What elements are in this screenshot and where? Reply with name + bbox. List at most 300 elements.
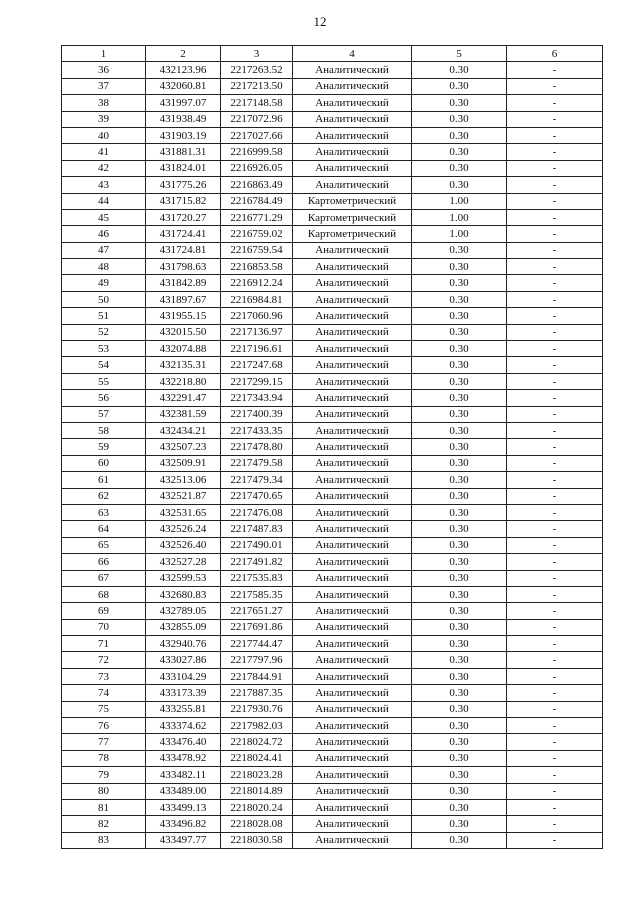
coordinate-x-cell: 433478.92 — [146, 750, 221, 766]
point-number-cell: 45 — [62, 209, 146, 225]
method-cell: Аналитический — [293, 504, 412, 520]
method-cell: Аналитический — [293, 242, 412, 258]
table-row — [62, 701, 603, 717]
accuracy-cell: 0.30 — [412, 832, 507, 848]
page-number: 12 — [313, 14, 327, 29]
description-cell: - — [507, 701, 603, 717]
accuracy-cell: 0.30 — [412, 390, 507, 406]
accuracy-cell: 0.30 — [412, 78, 507, 94]
accuracy-cell: 0.30 — [412, 521, 507, 537]
table-row — [62, 586, 603, 602]
method-cell: Аналитический — [293, 586, 412, 602]
coordinate-x-cell: 432680.83 — [146, 586, 221, 602]
method-cell: Аналитический — [293, 127, 412, 143]
point-number-cell: 49 — [62, 275, 146, 291]
point-number-cell: 62 — [62, 488, 146, 504]
point-number-cell: 57 — [62, 406, 146, 422]
method-cell: Аналитический — [293, 718, 412, 734]
accuracy-cell: 0.30 — [412, 554, 507, 570]
method-cell: Аналитический — [293, 341, 412, 357]
point-number-cell: 46 — [62, 226, 146, 242]
accuracy-cell: 0.30 — [412, 406, 507, 422]
coordinate-x-cell: 433489.00 — [146, 783, 221, 799]
point-number-cell: 44 — [62, 193, 146, 209]
accuracy-cell: 0.30 — [412, 439, 507, 455]
table-row — [62, 816, 603, 832]
coordinates-table — [61, 45, 603, 849]
point-number-cell: 70 — [62, 619, 146, 635]
point-number-cell: 43 — [62, 177, 146, 193]
method-cell: Аналитический — [293, 406, 412, 422]
accuracy-cell: 0.30 — [412, 504, 507, 520]
coordinate-y-cell: 2217299.15 — [221, 373, 293, 389]
accuracy-cell: 0.30 — [412, 619, 507, 635]
accuracy-cell: 0.30 — [412, 111, 507, 127]
coordinate-y-cell: 2217470.65 — [221, 488, 293, 504]
table-row — [62, 652, 603, 668]
coordinate-x-cell: 433027.86 — [146, 652, 221, 668]
point-number-cell: 77 — [62, 734, 146, 750]
point-number-cell: 58 — [62, 422, 146, 438]
coordinate-y-cell: 2217247.68 — [221, 357, 293, 373]
coordinate-y-cell: 2217585.35 — [221, 586, 293, 602]
accuracy-cell: 0.30 — [412, 177, 507, 193]
method-cell: Аналитический — [293, 357, 412, 373]
description-cell: - — [507, 636, 603, 652]
accuracy-cell: 0.30 — [412, 816, 507, 832]
coordinate-y-cell: 2217691.86 — [221, 619, 293, 635]
point-number-cell: 69 — [62, 603, 146, 619]
accuracy-cell: 0.30 — [412, 341, 507, 357]
description-cell: - — [507, 734, 603, 750]
table-row — [62, 439, 603, 455]
point-number-cell: 75 — [62, 701, 146, 717]
coordinate-y-cell: 2216759.02 — [221, 226, 293, 242]
accuracy-cell: 0.30 — [412, 701, 507, 717]
coordinate-x-cell: 433482.11 — [146, 767, 221, 783]
coordinate-x-cell: 431938.49 — [146, 111, 221, 127]
coordinate-y-cell: 2216999.58 — [221, 144, 293, 160]
coordinate-y-cell: 2217476.08 — [221, 504, 293, 520]
description-cell: - — [507, 816, 603, 832]
method-cell: Аналитический — [293, 422, 412, 438]
accuracy-cell: 0.30 — [412, 455, 507, 471]
point-number-cell: 42 — [62, 160, 146, 176]
point-number-cell: 63 — [62, 504, 146, 520]
point-number-cell: 50 — [62, 291, 146, 307]
point-number-cell: 60 — [62, 455, 146, 471]
coordinate-x-cell: 431955.15 — [146, 308, 221, 324]
table-row — [62, 767, 603, 783]
table-row — [62, 455, 603, 471]
point-number-cell: 78 — [62, 750, 146, 766]
method-cell: Аналитический — [293, 373, 412, 389]
point-number-cell: 76 — [62, 718, 146, 734]
description-cell: - — [507, 685, 603, 701]
accuracy-cell: 0.30 — [412, 570, 507, 586]
table-row — [62, 324, 603, 340]
point-number-cell: 54 — [62, 357, 146, 373]
method-cell: Аналитический — [293, 144, 412, 160]
description-cell: - — [507, 209, 603, 225]
coordinate-x-cell: 432060.81 — [146, 78, 221, 94]
coordinate-y-cell: 2216784.49 — [221, 193, 293, 209]
accuracy-cell: 0.30 — [412, 799, 507, 815]
description-cell: - — [507, 668, 603, 684]
accuracy-cell: 0.30 — [412, 783, 507, 799]
coordinate-y-cell: 2217060.96 — [221, 308, 293, 324]
point-number-cell: 59 — [62, 439, 146, 455]
description-cell: - — [507, 193, 603, 209]
coordinate-y-cell: 2217263.52 — [221, 62, 293, 78]
coordinate-x-cell: 432599.53 — [146, 570, 221, 586]
coordinate-y-cell: 2217196.61 — [221, 341, 293, 357]
accuracy-cell: 0.30 — [412, 259, 507, 275]
description-cell: - — [507, 324, 603, 340]
coordinate-y-cell: 2217887.35 — [221, 685, 293, 701]
method-cell: Аналитический — [293, 308, 412, 324]
method-cell: Аналитический — [293, 767, 412, 783]
description-cell: - — [507, 390, 603, 406]
description-cell: - — [507, 750, 603, 766]
table-row — [62, 357, 603, 373]
coordinate-x-cell: 432381.59 — [146, 406, 221, 422]
point-number-cell: 56 — [62, 390, 146, 406]
point-number-cell: 79 — [62, 767, 146, 783]
coordinate-y-cell: 2217136.97 — [221, 324, 293, 340]
description-cell: - — [507, 177, 603, 193]
coordinate-x-cell: 431997.07 — [146, 95, 221, 111]
coordinate-y-cell: 2216759.54 — [221, 242, 293, 258]
coordinate-x-cell: 433104.29 — [146, 668, 221, 684]
method-cell: Аналитический — [293, 472, 412, 488]
accuracy-cell: 0.30 — [412, 767, 507, 783]
method-cell: Аналитический — [293, 832, 412, 848]
coordinate-x-cell: 431775.26 — [146, 177, 221, 193]
description-cell: - — [507, 259, 603, 275]
table-row — [62, 488, 603, 504]
table-row — [62, 308, 603, 324]
accuracy-cell: 0.30 — [412, 324, 507, 340]
coordinate-y-cell: 2218024.41 — [221, 750, 293, 766]
method-cell: Картометрический — [293, 226, 412, 242]
coordinate-y-cell: 2218028.08 — [221, 816, 293, 832]
table-row — [62, 275, 603, 291]
method-cell: Аналитический — [293, 783, 412, 799]
table-row — [62, 685, 603, 701]
point-number-cell: 41 — [62, 144, 146, 160]
accuracy-cell: 0.30 — [412, 636, 507, 652]
point-number-cell: 81 — [62, 799, 146, 815]
point-number-cell: 55 — [62, 373, 146, 389]
description-cell: - — [507, 439, 603, 455]
coordinate-x-cell: 431897.67 — [146, 291, 221, 307]
table-row — [62, 62, 603, 78]
method-cell: Аналитический — [293, 750, 412, 766]
accuracy-cell: 1.00 — [412, 226, 507, 242]
point-number-cell: 82 — [62, 816, 146, 832]
coordinate-y-cell: 2217433.35 — [221, 422, 293, 438]
table-row — [62, 422, 603, 438]
table-row — [62, 472, 603, 488]
method-cell: Аналитический — [293, 636, 412, 652]
description-cell: - — [507, 291, 603, 307]
coordinate-x-cell: 432526.40 — [146, 537, 221, 553]
coordinate-y-cell: 2216771.29 — [221, 209, 293, 225]
description-cell: - — [507, 406, 603, 422]
accuracy-cell: 0.30 — [412, 62, 507, 78]
coordinate-y-cell: 2218014.89 — [221, 783, 293, 799]
description-cell: - — [507, 488, 603, 504]
coordinate-y-cell: 2217479.58 — [221, 455, 293, 471]
description-cell: - — [507, 504, 603, 520]
table-row — [62, 95, 603, 111]
table-row — [62, 209, 603, 225]
point-number-cell: 68 — [62, 586, 146, 602]
coordinate-y-cell: 2217982.03 — [221, 718, 293, 734]
coordinate-x-cell: 432526.24 — [146, 521, 221, 537]
description-cell: - — [507, 554, 603, 570]
method-cell: Аналитический — [293, 537, 412, 553]
coordinate-x-cell: 432855.09 — [146, 619, 221, 635]
point-number-cell: 73 — [62, 668, 146, 684]
method-cell: Аналитический — [293, 685, 412, 701]
coordinate-x-cell: 432074.88 — [146, 341, 221, 357]
method-cell: Аналитический — [293, 291, 412, 307]
table-row — [62, 504, 603, 520]
method-cell: Аналитический — [293, 554, 412, 570]
point-number-cell: 65 — [62, 537, 146, 553]
column-header-2: 2 — [146, 46, 221, 62]
point-number-cell: 83 — [62, 832, 146, 848]
method-cell: Аналитический — [293, 439, 412, 455]
method-cell: Аналитический — [293, 390, 412, 406]
coordinate-x-cell: 431720.27 — [146, 209, 221, 225]
description-cell: - — [507, 718, 603, 734]
coordinate-x-cell: 431881.31 — [146, 144, 221, 160]
coordinate-x-cell: 432123.96 — [146, 62, 221, 78]
coordinate-y-cell: 2217535.83 — [221, 570, 293, 586]
accuracy-cell: 0.30 — [412, 275, 507, 291]
table-row — [62, 373, 603, 389]
table-row — [62, 537, 603, 553]
point-number-cell: 40 — [62, 127, 146, 143]
description-cell: - — [507, 308, 603, 324]
method-cell: Картометрический — [293, 209, 412, 225]
coordinate-y-cell: 2217651.27 — [221, 603, 293, 619]
description-cell: - — [507, 799, 603, 815]
accuracy-cell: 0.30 — [412, 718, 507, 734]
method-cell: Аналитический — [293, 95, 412, 111]
coordinate-x-cell: 431903.19 — [146, 127, 221, 143]
table-row — [62, 242, 603, 258]
coordinate-y-cell: 2218023.28 — [221, 767, 293, 783]
method-cell: Аналитический — [293, 177, 412, 193]
description-cell: - — [507, 455, 603, 471]
coordinate-x-cell: 432434.21 — [146, 422, 221, 438]
method-cell: Аналитический — [293, 78, 412, 94]
column-header-4: 4 — [293, 46, 412, 62]
table-row — [62, 193, 603, 209]
point-number-cell: 80 — [62, 783, 146, 799]
coordinate-y-cell: 2217844.91 — [221, 668, 293, 684]
accuracy-cell: 0.30 — [412, 472, 507, 488]
coordinate-x-cell: 433173.39 — [146, 685, 221, 701]
table-row — [62, 783, 603, 799]
table-row — [62, 177, 603, 193]
description-cell: - — [507, 144, 603, 160]
table-row — [62, 636, 603, 652]
accuracy-cell: 0.30 — [412, 422, 507, 438]
coordinate-x-cell: 432135.31 — [146, 357, 221, 373]
coordinate-x-cell: 432789.05 — [146, 603, 221, 619]
table-row — [62, 521, 603, 537]
accuracy-cell: 0.30 — [412, 357, 507, 373]
accuracy-cell: 0.30 — [412, 488, 507, 504]
method-cell: Аналитический — [293, 259, 412, 275]
description-cell: - — [507, 226, 603, 242]
description-cell: - — [507, 78, 603, 94]
description-cell: - — [507, 62, 603, 78]
table-row — [62, 799, 603, 815]
coordinate-y-cell: 2217744.47 — [221, 636, 293, 652]
table-header — [62, 46, 603, 62]
method-cell: Аналитический — [293, 701, 412, 717]
method-cell: Аналитический — [293, 668, 412, 684]
coordinate-y-cell: 2217148.58 — [221, 95, 293, 111]
table-row — [62, 734, 603, 750]
coordinate-x-cell: 433496.82 — [146, 816, 221, 832]
description-cell: - — [507, 783, 603, 799]
method-cell: Аналитический — [293, 816, 412, 832]
coordinate-x-cell: 433497.77 — [146, 832, 221, 848]
coordinate-y-cell: 2216912.24 — [221, 275, 293, 291]
table-row — [62, 406, 603, 422]
coordinate-x-cell: 433255.81 — [146, 701, 221, 717]
description-cell: - — [507, 537, 603, 553]
accuracy-cell: 1.00 — [412, 209, 507, 225]
table-row — [62, 750, 603, 766]
coordinate-y-cell: 2216984.81 — [221, 291, 293, 307]
coordinate-y-cell: 2217027.66 — [221, 127, 293, 143]
description-cell: - — [507, 832, 603, 848]
coordinate-y-cell: 2216926.05 — [221, 160, 293, 176]
method-cell: Аналитический — [293, 734, 412, 750]
accuracy-cell: 0.30 — [412, 734, 507, 750]
coordinate-x-cell: 431715.82 — [146, 193, 221, 209]
table-row — [62, 570, 603, 586]
coordinate-x-cell: 431724.81 — [146, 242, 221, 258]
accuracy-cell: 0.30 — [412, 685, 507, 701]
coordinate-y-cell: 2217072.96 — [221, 111, 293, 127]
point-number-cell: 53 — [62, 341, 146, 357]
column-header-3: 3 — [221, 46, 293, 62]
method-cell: Аналитический — [293, 275, 412, 291]
method-cell: Аналитический — [293, 111, 412, 127]
table-row — [62, 144, 603, 160]
table-row — [62, 554, 603, 570]
accuracy-cell: 0.30 — [412, 127, 507, 143]
column-header-5: 5 — [412, 46, 507, 62]
accuracy-cell: 0.30 — [412, 603, 507, 619]
coordinate-y-cell: 2217491.82 — [221, 554, 293, 570]
method-cell: Аналитический — [293, 521, 412, 537]
description-cell: - — [507, 603, 603, 619]
coordinate-y-cell: 2217400.39 — [221, 406, 293, 422]
description-cell: - — [507, 652, 603, 668]
method-cell: Аналитический — [293, 324, 412, 340]
accuracy-cell: 0.30 — [412, 586, 507, 602]
point-number-cell: 48 — [62, 259, 146, 275]
coordinate-x-cell: 431798.63 — [146, 259, 221, 275]
coordinate-y-cell: 2217797.96 — [221, 652, 293, 668]
coordinate-y-cell: 2217487.83 — [221, 521, 293, 537]
table-row — [62, 78, 603, 94]
method-cell: Аналитический — [293, 603, 412, 619]
point-number-cell: 66 — [62, 554, 146, 570]
coordinate-x-cell: 431824.01 — [146, 160, 221, 176]
point-number-cell: 61 — [62, 472, 146, 488]
description-cell: - — [507, 570, 603, 586]
accuracy-cell: 0.30 — [412, 652, 507, 668]
method-cell: Картометрический — [293, 193, 412, 209]
coordinate-y-cell: 2218020.24 — [221, 799, 293, 815]
coordinate-x-cell: 432507.23 — [146, 439, 221, 455]
point-number-cell: 38 — [62, 95, 146, 111]
header-row — [62, 46, 603, 62]
method-cell: Аналитический — [293, 455, 412, 471]
accuracy-cell: 0.30 — [412, 160, 507, 176]
method-cell: Аналитический — [293, 160, 412, 176]
coordinate-x-cell: 433476.40 — [146, 734, 221, 750]
table-row — [62, 291, 603, 307]
coordinate-y-cell: 2217478.80 — [221, 439, 293, 455]
coordinate-y-cell: 2217343.94 — [221, 390, 293, 406]
description-cell: - — [507, 586, 603, 602]
point-number-cell: 74 — [62, 685, 146, 701]
table-row — [62, 160, 603, 176]
coordinate-y-cell: 2217479.34 — [221, 472, 293, 488]
method-cell: Аналитический — [293, 488, 412, 504]
table-row — [62, 127, 603, 143]
table-row — [62, 226, 603, 242]
coordinate-x-cell: 433499.13 — [146, 799, 221, 815]
table-body — [62, 62, 603, 849]
method-cell: Аналитический — [293, 570, 412, 586]
table-row — [62, 603, 603, 619]
coordinate-y-cell: 2217213.50 — [221, 78, 293, 94]
coordinate-y-cell: 2216863.49 — [221, 177, 293, 193]
accuracy-cell: 0.30 — [412, 373, 507, 389]
coordinate-x-cell: 432509.91 — [146, 455, 221, 471]
description-cell: - — [507, 373, 603, 389]
coordinate-x-cell: 432513.06 — [146, 472, 221, 488]
description-cell: - — [507, 422, 603, 438]
description-cell: - — [507, 275, 603, 291]
accuracy-cell: 0.30 — [412, 95, 507, 111]
table-row — [62, 718, 603, 734]
point-number-cell: 64 — [62, 521, 146, 537]
method-cell: Аналитический — [293, 799, 412, 815]
description-cell: - — [507, 160, 603, 176]
description-cell: - — [507, 521, 603, 537]
point-number-cell: 71 — [62, 636, 146, 652]
description-cell: - — [507, 619, 603, 635]
point-number-cell: 72 — [62, 652, 146, 668]
accuracy-cell: 1.00 — [412, 193, 507, 209]
coordinate-x-cell: 432940.76 — [146, 636, 221, 652]
description-cell: - — [507, 127, 603, 143]
